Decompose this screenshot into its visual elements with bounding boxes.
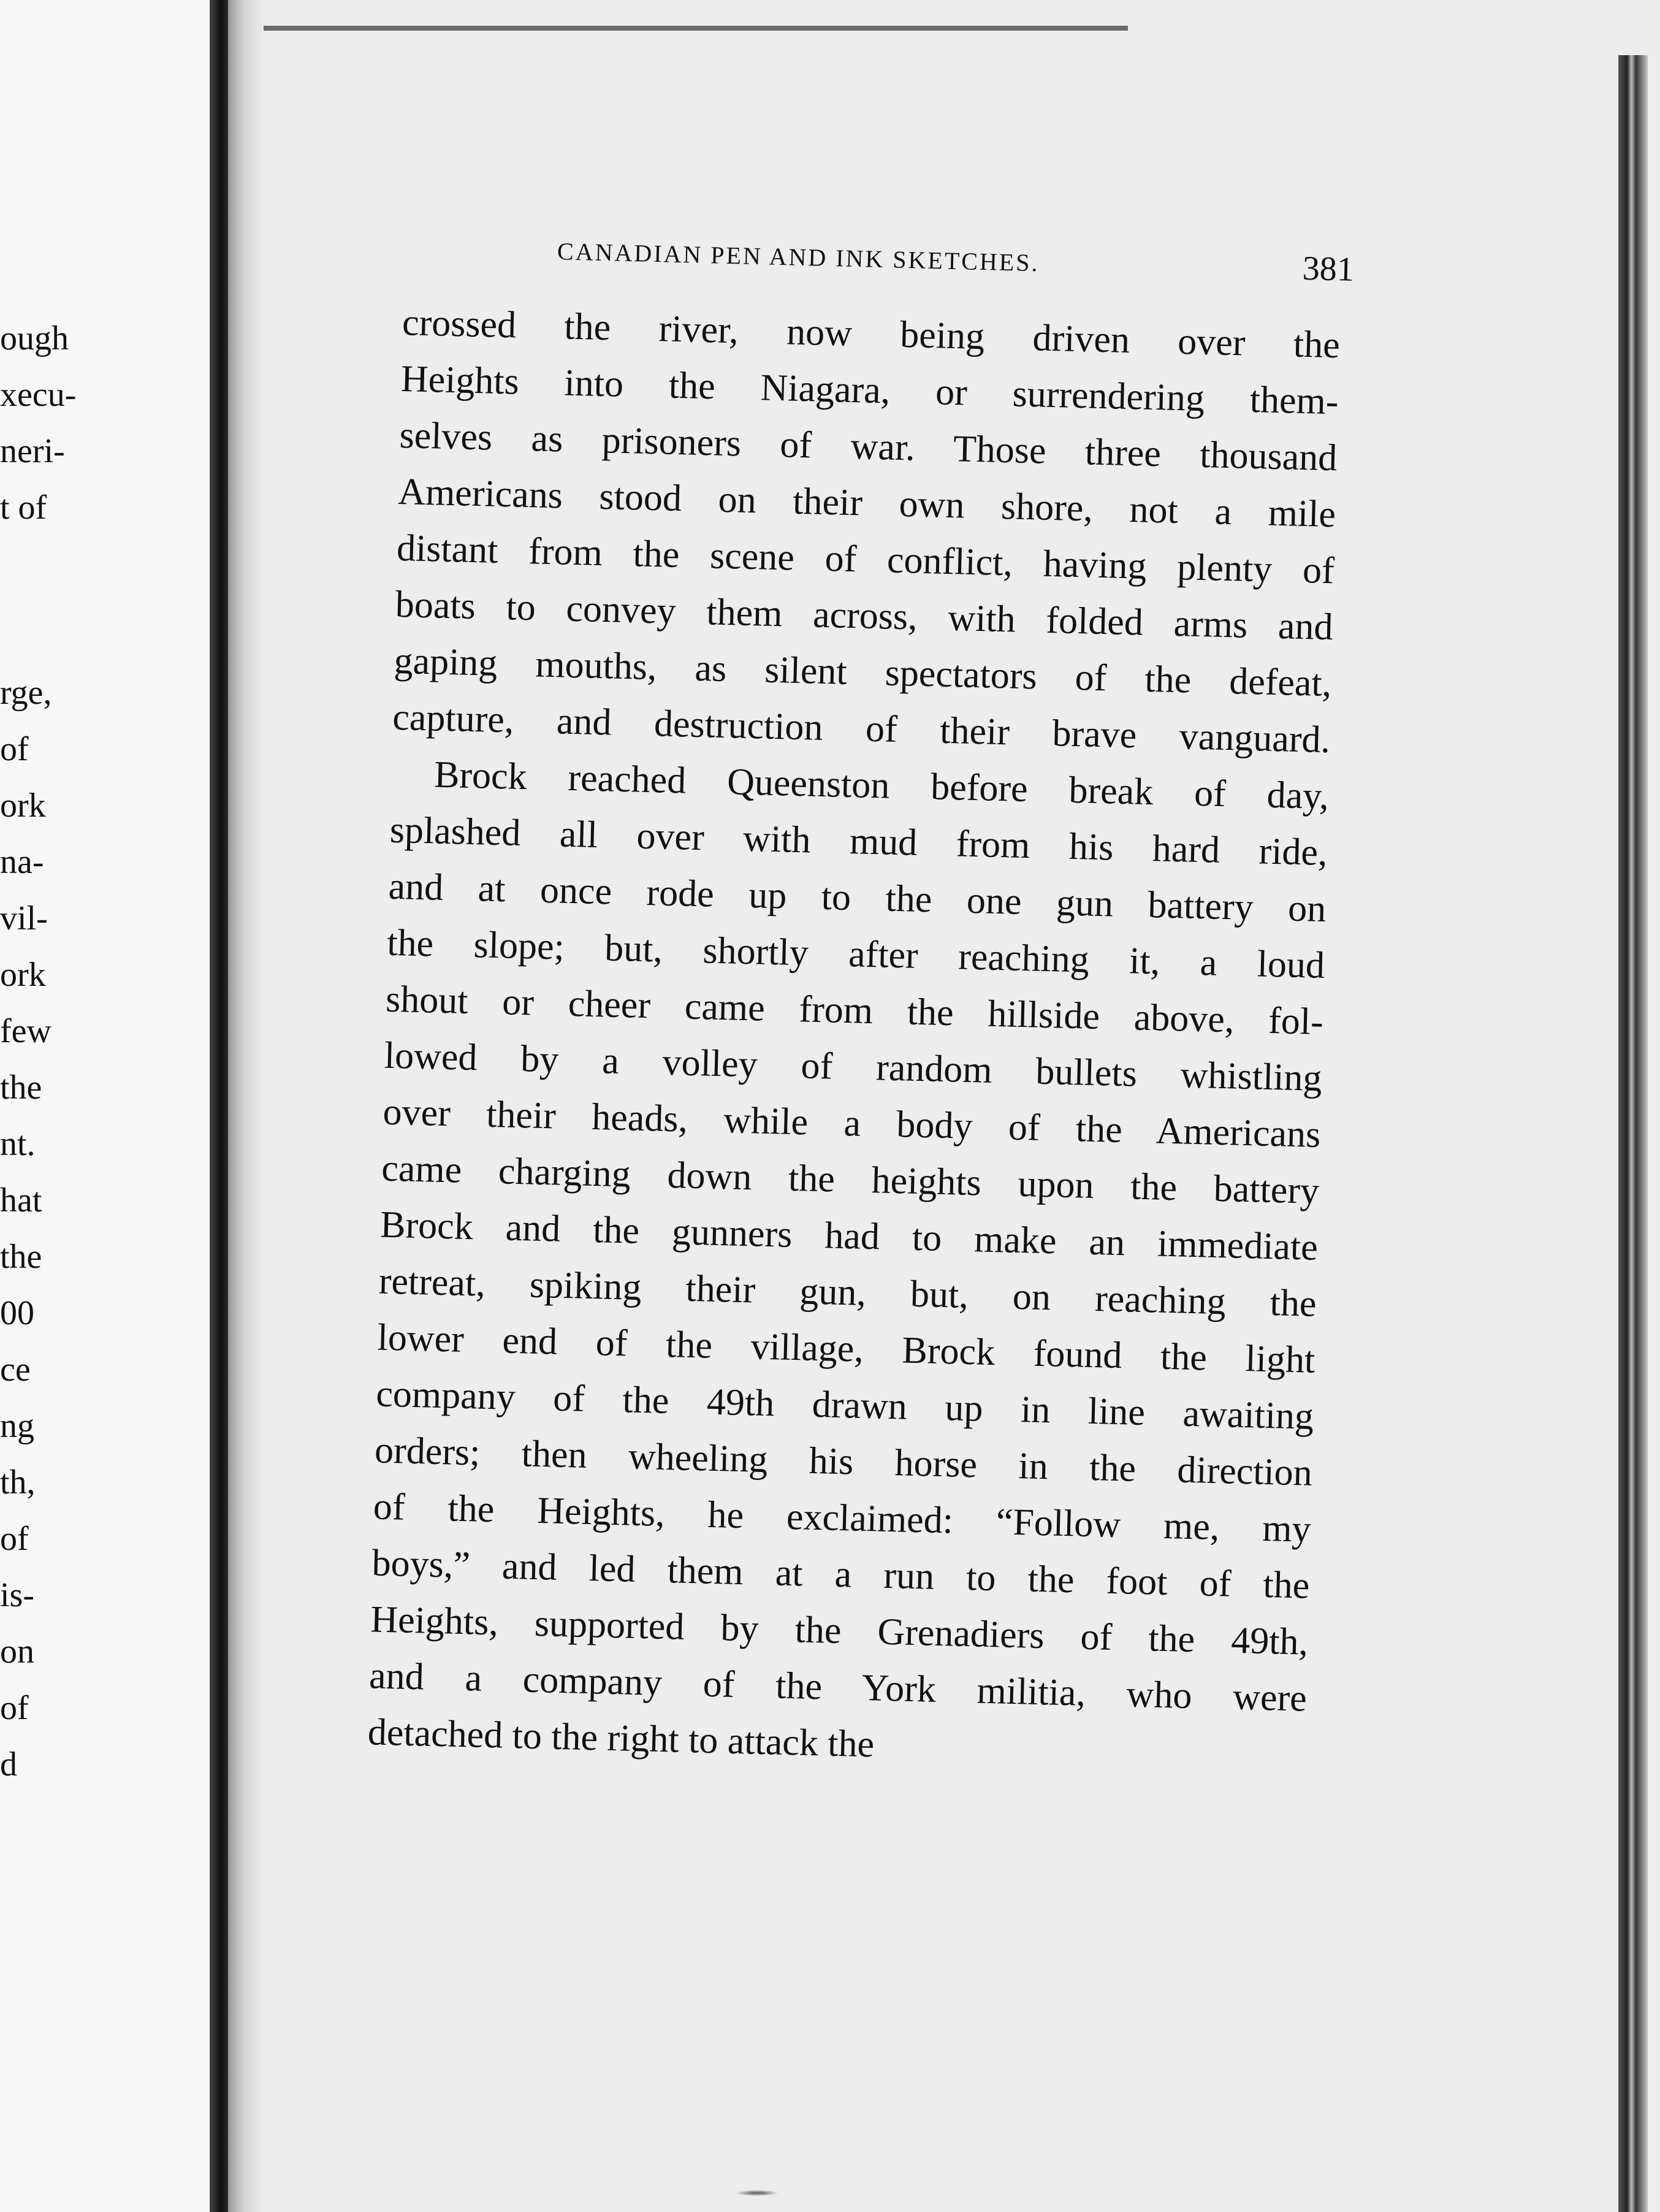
text-line: Heights into the Niagara, or surrendering them- — [400, 357, 1339, 423]
fragment-line: of — [0, 730, 29, 768]
text-line: retreat, spiking their gun, but, on reaching the — [378, 1260, 1317, 1325]
fragment-line: d — [0, 1745, 17, 1783]
text-line: over their heads, while a body of the Americans — [382, 1091, 1322, 1156]
text-line: lower end of the village, Brock found the light — [376, 1316, 1316, 1381]
fragment-line: th, — [0, 1463, 36, 1501]
text-line: gaping mouths, as silent spectators of the defeat, — [393, 639, 1333, 705]
text-line: of the Heights, he exclaimed: “Follow me, my — [373, 1485, 1312, 1550]
body-text — [367, 294, 1341, 1783]
text-line: boats to convey them across, with folded arms and — [395, 583, 1334, 649]
fragment-line: neri- — [0, 432, 65, 470]
text-line: came charging down the heights upon the battery — [381, 1147, 1320, 1212]
text-line: distant from the scene of conflict, having plenty of — [396, 527, 1335, 592]
text-line: Brock and the gunners had to make an immediate — [379, 1203, 1319, 1268]
fragment-line: is- — [0, 1576, 34, 1614]
text-line: Heights, supported by the Grenadiers of the 49th, — [370, 1598, 1309, 1663]
fragment-line: vil- — [0, 899, 48, 937]
text-line: boys,” and led them at a run to the foot of the — [371, 1542, 1311, 1607]
running-head-title: CANADIAN PEN AND INK SKETCHES. — [557, 237, 1040, 277]
scan-speck — [736, 2190, 779, 2196]
fragment-line: t of — [0, 489, 47, 527]
text-line: Brock reached Queenston before break of day, — [433, 753, 1330, 818]
fragment-line: few — [0, 1012, 51, 1050]
page-fore-edge — [1618, 55, 1648, 2212]
text-line: splashed all over with mud from his hard ride, — [389, 809, 1328, 874]
text-line: lowed by a volley of random bullets whistling — [384, 1034, 1323, 1099]
fragment-line: of — [0, 1689, 29, 1727]
text-line: and at once rode up to the one gun battery on — [387, 865, 1327, 931]
fragment-line: 00 — [0, 1294, 34, 1332]
fragment-line: ng — [0, 1407, 34, 1445]
fragment-line: ork — [0, 956, 46, 994]
fragment-line: xecu- — [0, 376, 77, 414]
page-top-edge — [264, 26, 1128, 31]
fragment-line: ce — [0, 1351, 31, 1389]
fragment-line: on — [0, 1633, 34, 1671]
fragment-line: ork — [0, 787, 46, 825]
text-line: selves as prisoners of war. Those three thousand — [398, 414, 1338, 479]
text-line: the slope; but, shortly after reaching it, a loud — [386, 921, 1325, 987]
text-line: capture, and destruction of their brave vanguard. — [392, 696, 1331, 761]
fragment-line: the — [0, 1238, 42, 1276]
page-text-block — [367, 227, 1355, 1783]
book-gutter — [210, 0, 228, 2212]
text-line: shout or cheer came from the hillside above, fol- — [385, 978, 1324, 1043]
facing-page — [0, 0, 208, 2212]
fragment-line: ough — [0, 319, 69, 357]
text-line: detached to the right to attack the — [367, 1711, 875, 1766]
text-line: company of the 49th drawn up in line awaiting — [375, 1373, 1314, 1438]
fragment-line: the — [0, 1069, 42, 1107]
gutter-shadow — [228, 0, 265, 2212]
text-line: and a company of the York militia, who were — [368, 1655, 1308, 1720]
fragment-line: na- — [0, 843, 44, 881]
page-number: 381 — [1302, 249, 1355, 289]
fragment-line: nt. — [0, 1125, 36, 1163]
text-line: orders; then wheeling his horse in the direction — [374, 1429, 1313, 1494]
text-line: Americans stood on their own shore, not a mile — [397, 470, 1336, 536]
fragment-line: rge, — [0, 674, 52, 712]
fragment-line: hat — [0, 1181, 42, 1219]
fragment-line: of — [0, 1520, 29, 1558]
text-line: crossed the river, now being driven over the — [402, 301, 1341, 367]
